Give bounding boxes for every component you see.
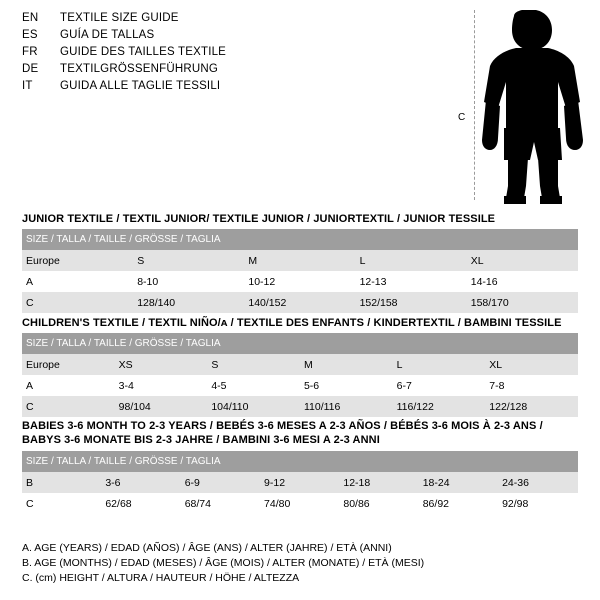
section-title: BABIES 3-6 MONTH TO 2-3 YEARS / BEBÉS 3-6 MESES A 2-3 AÑOS / BÉBÉS 3-6 MOIS À 2-3 ANS / BABYS 3-6 MONATE BIS 2-3 JAHRE / BAMBINI 3-6 MESI A 2-3 ANNI (22, 420, 543, 446)
cell: 3-4 (115, 375, 208, 396)
cell: M (300, 354, 393, 375)
row-label: B (22, 472, 101, 493)
cell: S (207, 354, 300, 375)
language-title: GUIDE DES TAILLES TEXTILE (60, 46, 227, 58)
cell: 4-5 (207, 375, 300, 396)
language-title: TEXTILE SIZE GUIDE (60, 12, 179, 24)
section-title: JUNIOR TEXTILE / TEXTIL JUNIOR/ TEXTILE JUNIOR / JUNIORTEXTIL / JUNIOR TESSILE (22, 213, 496, 225)
cell: 80/86 (339, 493, 418, 514)
cell: 122/128 (485, 396, 578, 417)
legend-footer (22, 541, 582, 586)
table-row (22, 375, 578, 396)
row-label: A (22, 271, 133, 292)
cell: L (393, 354, 486, 375)
table-row (22, 493, 578, 514)
cell: XL (485, 354, 578, 375)
language-row (22, 12, 442, 29)
cell: 6-7 (393, 375, 486, 396)
cell: 14-16 (467, 271, 578, 292)
section-children-textile (22, 317, 578, 417)
row-label: C (22, 396, 115, 417)
section-junior-textile (22, 213, 578, 313)
language-code: DE (22, 63, 39, 75)
junior-size-table (22, 229, 578, 313)
row-label: Europe (22, 250, 133, 271)
language-code: IT (22, 80, 33, 92)
cell: 92/98 (498, 493, 578, 514)
row-label: C (22, 292, 133, 313)
cell: 5-6 (300, 375, 393, 396)
language-row (22, 63, 442, 80)
row-label: C (22, 493, 101, 514)
row-label: A (22, 375, 115, 396)
row-label: Europe (22, 354, 115, 375)
table-header-row (22, 229, 578, 250)
table-row (22, 271, 578, 292)
cell: M (244, 250, 355, 271)
height-measure-line (474, 10, 475, 200)
section-title: CHILDREN'S TEXTILE / TEXTIL NIÑO/ᴀ / TEXTILE DES ENFANTS / KINDERTEXTIL / BAMBINI TESSILE (22, 317, 562, 329)
table-row (22, 250, 578, 271)
language-row (22, 80, 442, 97)
height-measure-label: C (458, 112, 466, 123)
cell: 98/104 (115, 396, 208, 417)
language-code: EN (22, 12, 39, 24)
cell: 140/152 (244, 292, 355, 313)
cell: 24-36 (498, 472, 578, 493)
cell: 152/158 (356, 292, 467, 313)
cell: 110/116 (300, 396, 393, 417)
language-title: GUÍA DE TALLAS (60, 29, 155, 41)
legend-line-b: B. AGE (MONTHS) / EDAD (MESES) / ÂGE (MOIS) / ALTER (MONATE) / ETÀ (MESI) (22, 557, 425, 569)
cell: 9-12 (260, 472, 339, 493)
cell: 86/92 (419, 493, 498, 514)
cell: 18-24 (419, 472, 498, 493)
measurement-figure (450, 8, 590, 208)
table-row (22, 472, 578, 493)
language-header (22, 12, 442, 97)
language-row (22, 46, 442, 63)
cell: 104/110 (207, 396, 300, 417)
cell: 6-9 (181, 472, 260, 493)
language-code: ES (22, 29, 38, 41)
cell: XL (467, 250, 578, 271)
language-code: FR (22, 46, 38, 58)
cell: L (356, 250, 467, 271)
table-header-row (22, 451, 578, 472)
table-header-label: SIZE / TALLA / TAILLE / GRÖSSE / TAGLIA (22, 333, 578, 354)
babies-size-table (22, 451, 578, 514)
cell: 74/80 (260, 493, 339, 514)
cell: 62/68 (101, 493, 180, 514)
cell: 3-6 (101, 472, 180, 493)
cell: 128/140 (133, 292, 244, 313)
table-row (22, 292, 578, 313)
table-header-label: SIZE / TALLA / TAILLE / GRÖSSE / TAGLIA (22, 229, 578, 250)
cell: 10-12 (244, 271, 355, 292)
table-row (22, 396, 578, 417)
children-size-table (22, 333, 578, 417)
cell: 12-13 (356, 271, 467, 292)
cell: 12-18 (339, 472, 418, 493)
cell: XS (115, 354, 208, 375)
cell: 68/74 (181, 493, 260, 514)
table-row (22, 354, 578, 375)
section-babies-textile (22, 419, 578, 514)
language-row (22, 29, 442, 46)
language-title: GUIDA ALLE TAGLIE TESSILI (60, 80, 221, 92)
table-header-row (22, 333, 578, 354)
cell: 7-8 (485, 375, 578, 396)
cell: S (133, 250, 244, 271)
child-silhouette-icon (480, 10, 590, 205)
legend-line-a: A. AGE (YEARS) / EDAD (AÑOS) / ÂGE (ANS) / ALTER (JAHRE) / ETÀ (ANNI) (22, 542, 392, 554)
table-header-label: SIZE / TALLA / TAILLE / GRÖSSE / TAGLIA (22, 451, 578, 472)
legend-line-c: C. (cm) HEIGHT / ALTURA / HAUTEUR / HÖHE / ALTEZZA (22, 572, 300, 584)
cell: 8-10 (133, 271, 244, 292)
cell: 116/122 (393, 396, 486, 417)
cell: 158/170 (467, 292, 578, 313)
language-title: TEXTILGRÖSSENFÜHRUNG (60, 63, 218, 75)
